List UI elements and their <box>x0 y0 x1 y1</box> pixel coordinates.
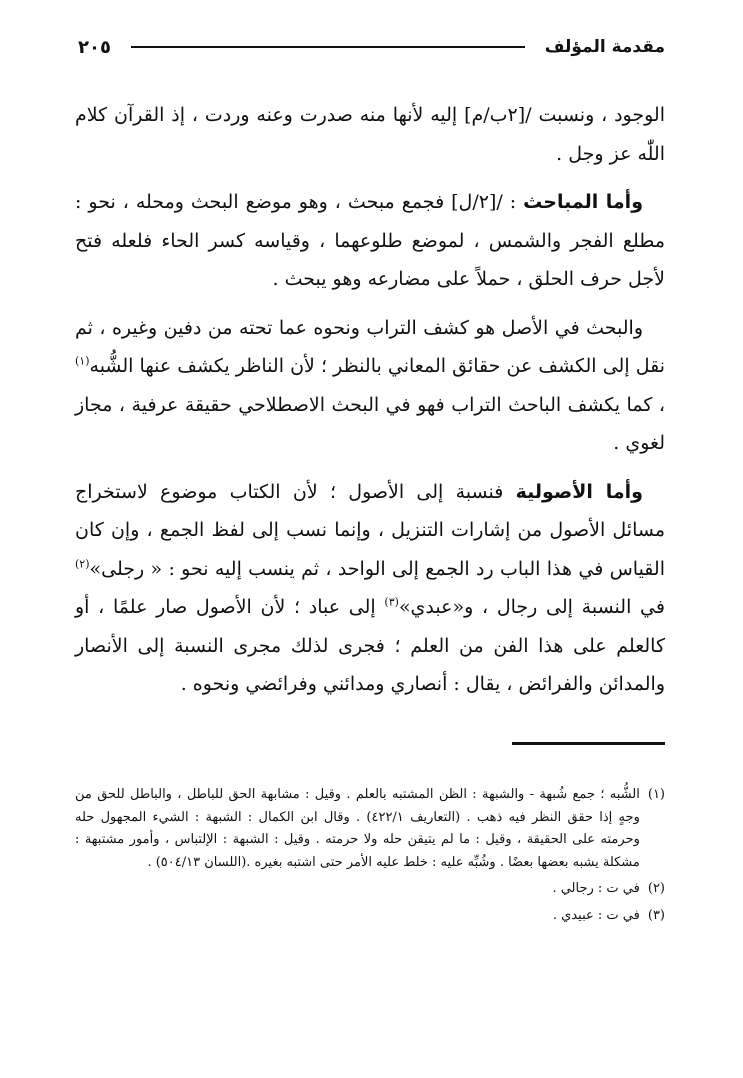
paragraph-2 <box>75 183 665 299</box>
paragraph-3 <box>75 309 665 463</box>
footnote-separator <box>512 742 665 745</box>
footnote-2 <box>75 878 665 901</box>
running-head <box>78 30 665 64</box>
footnote-2-number: (٢) <box>647 881 665 896</box>
footnote-ref-2: (٢) <box>75 557 90 571</box>
main-text <box>75 96 665 714</box>
footnote-ref-3: (٣) <box>384 595 399 609</box>
footnote-1-text: الشُّبه ؛ جمع شُبهة - والشبهة : الظن المشتبه بالعلم . وقيل : مشابهة الحق للباطل ، والباطل للحق من وجهٍ إذا حقق النظر فيه ذهب . (التعاريف ٤٢٢/١) . وقال ابن الكمال : الشبهة : الشيء المجهول حله وحرمته على الحقيقة ، وقيل : ما لم يتيقن حله ولا حرمته . وقيل : الشبهة : الإلتباس ، وأمور مشتبهة : مشكلة يشبه بعضها بعضًا . وشُبِّه عليه : خلط عليه الأمر حتى اشتبه بغيره .(اللسان ٥٠٤/١٣) . <box>75 787 640 870</box>
footnote-3 <box>75 905 665 928</box>
paragraph-4-text-c: إلى عباد ؛ لأن الأصول صار علمًا ، أو كالعلم على هذا الفن من العلم ؛ فجرى لذلك مجرى النسبة إلى الأنصار والمدائن والفرائض ، يقال : أنصاري ومدائني وفرائضي ونحوه . <box>75 596 665 695</box>
footnote-1 <box>75 784 665 874</box>
term-usuliyya: وأما الأصولية <box>515 480 643 503</box>
paragraph-4-text-b: في النسبة إلى رجال ، و«عبدي» <box>398 596 665 618</box>
footnote-3-number: (٣) <box>647 907 665 923</box>
paragraph-4-text-a: فنسبة إلى الأصول ؛ لأن الكتاب موضوع لاستخراج مسائل الأصول من إشارات التنزيل ، وإنما نسب إلى لفظ الجمع ، وإن كان القياس في هذا الباب رد الجمع إلى الواحد ، ثم ينسب إليه نحو : « رجلى» <box>75 480 665 580</box>
footnote-3-text: في ت : عبيدي . <box>552 907 640 923</box>
paragraph-4 <box>75 473 665 704</box>
footnote-1-number: (١) <box>647 787 665 802</box>
paragraph-3-text-b: ، كما يكشف الباحث التراب فهو في البحث الاصطلاحي حقيقة عرفية ، مجاز لغوي . <box>75 393 665 454</box>
term-mabahith: وأما المباحث <box>523 191 644 213</box>
header-rule <box>131 46 525 48</box>
paragraph-1-text: الوجود ، ونسبت /[٢ب/م] إليه لأنها منه صدرت وعنه وردت ، إذ القرآن كلام اللّٰه عز وجل . <box>75 104 666 165</box>
footnote-2-text: في ت : رجالي . <box>552 881 640 896</box>
paragraph-3-text-a: والبحث في الأصل هو كشف التراب ونحوه عما تحته من دفين وغيره ، ثم نقل إلى الكشف عن حقائق المعاني بالنظر ؛ لأن الناظر يكشف عنها الشُّبه <box>75 316 665 377</box>
footnote-ref-1: (١) <box>75 354 90 368</box>
paragraph-2-text: : /[٢/ل] فجمع مبحث ، وهو موضع البحث ومحله ، نحو : مطلع الفجر والشمس ، لموضع طلوعهما ، وقياسه كسر الحاء فلعله فتح لأجل حرف الحلق ، حملاً على مضارعه وهو يبحث . <box>75 191 665 290</box>
paragraph-1 <box>75 96 665 173</box>
running-title: مقدمة المؤلف <box>544 37 665 57</box>
footnotes <box>75 784 665 931</box>
page-number: ٢٠٥ <box>78 36 111 58</box>
